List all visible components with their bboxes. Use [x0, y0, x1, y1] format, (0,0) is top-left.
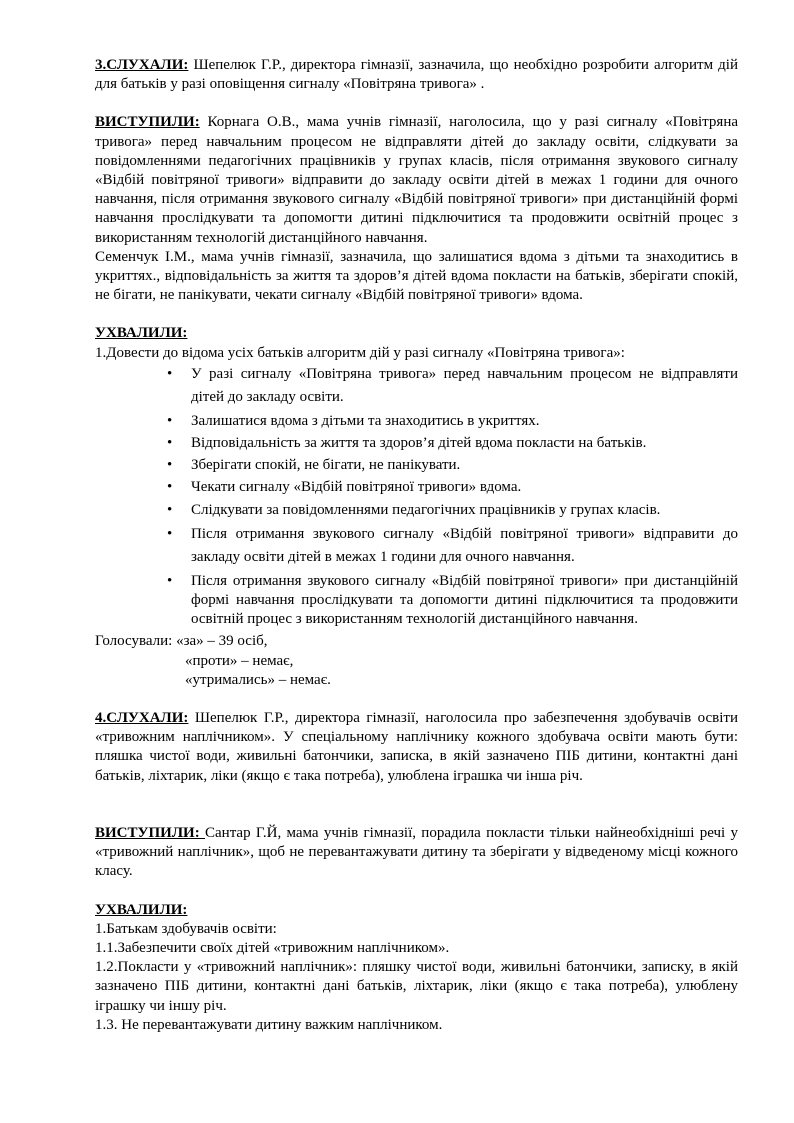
votes-against: «проти» – немає, [185, 652, 294, 669]
list-item: • Зберігати спокій, не бігати, не панікувати. [191, 456, 738, 475]
resolved-line: 1.1.Забезпечити своїх дітей «тривожним наплічником». [95, 939, 450, 956]
resolved-line: 1.3. Не перевантажувати дитину важким наплічником. [95, 1016, 443, 1033]
list-item: • Після отримання звукового сигналу «Відбій повітряної тривоги» відправити до закладу освіти дітей в межах 1 години для очного навчання. [191, 523, 738, 569]
list-item: • Залишатися вдома з дітьми та знаходитись в укриттях. [191, 412, 738, 431]
heard-text: Шепелюк Г.Р., директора гімназії, зазначила, що необхідно розробити алгоритм дій для батьків у разі оповіщення сигналу «Повітряна тривога» . [95, 57, 738, 93]
document-page [95, 56, 738, 1035]
heard-text: Шепелюк Г.Р., директора гімназії, наголосила про забезпечення здобувачів освіти «тривожним наплічником». У спеціальному наплічнику кожного здобувача освіти мають бути: пляшка чистої води, живильні батончики, записка, в якій зазначено ПІБ дитини, контактні дані батьків, ліхтарик, ліки (якщо є така потреба), улюблена іграшка чи інша річ. [95, 710, 738, 784]
spoke-text: Корнага О.В., мама учнів гімназії, наголосила, що у разі сигналу «Повітряна тривога» перед навчальним процесом не відправляти дітей до закладу освіти, слідкувати за повідомленнями педагогічних працівників у групах класів, після отримання звукового сигналу «Відбій повітряної тривоги» відправити до закладу освіти дітей в межах 1 години для очного навчання, після отримання звукового сигналу «Відбій повітряної тривоги» при дистанційній формі навчання прослідкувати та допомогти дитині підключитися та продовжити освітній процес з використанням технологій дистанційного навчання. [95, 114, 738, 246]
section-3-spoke [95, 113, 738, 247]
section-3-heard [95, 56, 738, 94]
resolved-heading: УХВАЛИЛИ: [95, 325, 188, 342]
list-item: • Відповідальність за життя та здоров’я дітей вдома покласти на батьків. [191, 434, 738, 453]
heard-heading: 4.СЛУХАЛИ: [95, 710, 189, 727]
spoke-text: Сантар Г.Й, мама учнів гімназії, порадила покласти тільки найнеобхідніші речі у «тривожний наплічник», щоб не перевантажувати дитину та зберігати у відведеному місці кожного класу. [95, 824, 738, 880]
list-item: • Чекати сигналу «Відбій повітряної тривоги» вдома. [191, 478, 738, 497]
spoke-heading: ВИСТУПИЛИ: [95, 824, 205, 841]
spoke-text-2: Семенчук І.М., мама учнів гімназії, зазначила, що залишатися вдома з дітьми та знаходитись в укриттях., відповідальність за життя та здоров’я дітей вдома покласти на батьків, зберігати спокій, не бігати, не панікувати, чекати сигналу «Відбій повітряної тривоги» вдома. [95, 248, 738, 304]
list-item: • Слідкувати за повідомленнями педагогічних працівників у групах класів. [191, 501, 738, 520]
section-4-heard [95, 709, 738, 786]
resolved-line: 1.Батькам здобувачів освіти: [95, 920, 277, 937]
resolved-intro: 1.Довести до відома усіх батьків алгоритм дій у разі сигналу «Повітряна тривога»: [95, 344, 625, 361]
resolved-heading: УХВАЛИЛИ: [95, 901, 188, 918]
list-item: • У разі сигналу «Повітряна тривога» перед навчальним процесом не відправляти дітей до закладу освіти. [191, 363, 738, 409]
spoke-heading: ВИСТУПИЛИ: [95, 114, 200, 131]
heard-heading: 3.СЛУХАЛИ: [95, 57, 189, 73]
votes-abstained: «утримались» – немає. [185, 671, 331, 688]
section-4-spoke [95, 824, 738, 882]
votes-for: Голосували: «за» – 39 осіб, [95, 633, 268, 650]
list-item: • Після отримання звукового сигналу «Відбій повітряної тривоги» при дистанційній формі навчання прослідкувати та допомогти дитині підключитися та продовжити освітній процес з використанням технологій дистанційного навчання. [191, 572, 738, 630]
resolved-list [95, 363, 738, 630]
resolved-line: 1.2.Покласти у «тривожний наплічник»: пляшку чистої води, живильні батончики, записку, в якій зазначено ПІБ дитини, контактні дані батьків, ліхтарик, ліки (якщо є така потреба), улюблену іграшку чи іншу річ. [95, 959, 738, 1014]
votes-block [95, 632, 738, 690]
